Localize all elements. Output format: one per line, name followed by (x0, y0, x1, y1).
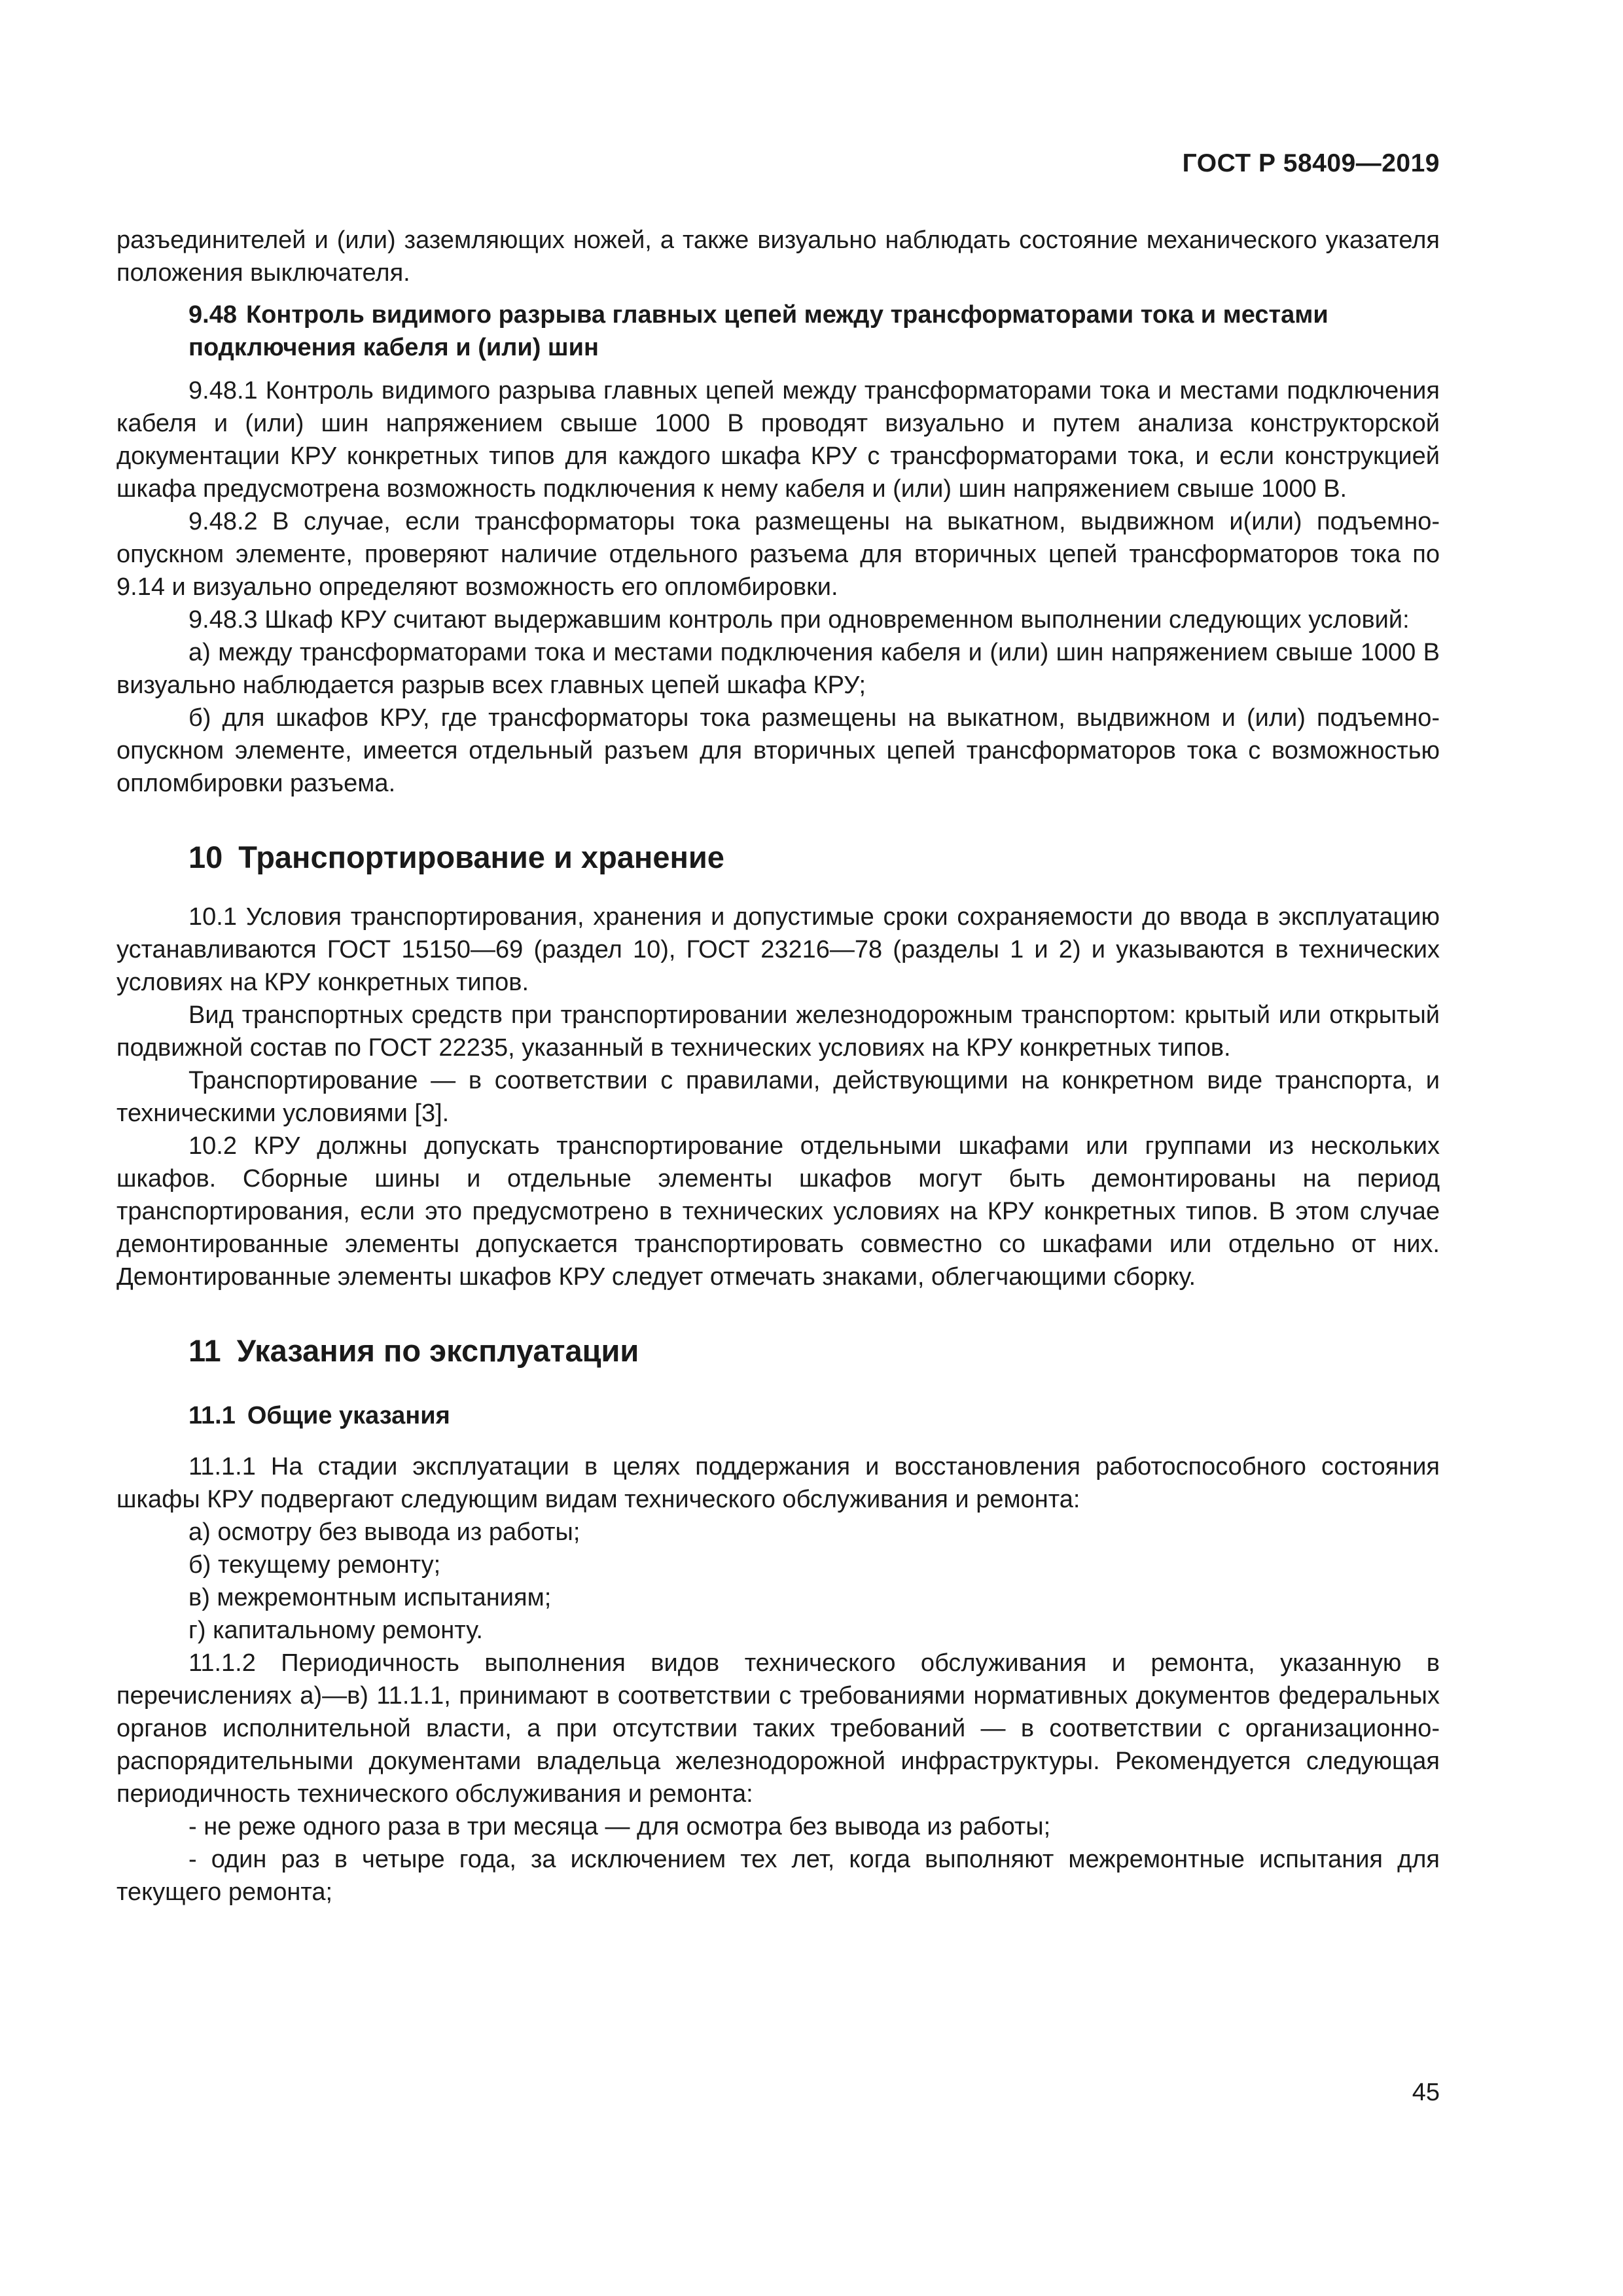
list-item: а) осмотру без вывода из работы; (188, 1518, 580, 1546)
paragraph-10-1: 10.1 Условия транспортирования, хранения и допустимые сроки сохраняемости до ввода в эксплуатацию устанавливаются ГОСТ 15150—69 (раздел 10), ГОСТ 23216—78 (разделы 1 и 2) и указываются в технических условиях на КРУ конкретных типов. (116, 903, 1440, 996)
section-title: Указания по эксплуатации (236, 1333, 639, 1368)
document-header: ГОСТ Р 58409—2019 (1182, 149, 1440, 177)
paragraph-11-1-1: 11.1.1 На стадии эксплуатации в целях поддержания и восстановления работоспособного состояния шкафы КРУ подвергают следующим видам технического обслуживания и ремонта: (116, 1453, 1440, 1513)
list-item: г) капитальному ремонту. (188, 1617, 483, 1644)
section-heading-11 (188, 1331, 1440, 1371)
heading-9-48 (116, 298, 1440, 364)
paragraph-10-1-transport-rules: Транспортирование — в соответствии с правилами, действующими на конкретном виде транспорта, и техническими условиями [3]. (116, 1067, 1440, 1127)
subsection-heading-11-1 (188, 1399, 1440, 1432)
page-number: 45 (1412, 2079, 1440, 2106)
paragraph-9-48-3-b: б) для шкафов КРУ, где трансформаторы тока размещены на выкатном, выдвижном и (или) подъемно-опускном элементе, имеется отдельный разъем для вторичных цепей трансформаторов тока с возможностью опломбировки разъема. (116, 704, 1440, 797)
dash-list-item: - не реже одного раза в три месяца — для осмотра без вывода из работы; (188, 1813, 1051, 1840)
paragraph-9-48-2: 9.48.2 В случае, если трансформаторы тока размещены на выкатном, выдвижном и(или) подъемно-опускном элементе, проверяют наличие отдельного разъема для вторичных цепей трансформаторов тока по 9.14 и визуально определяют возможность его опломбировки. (116, 508, 1440, 601)
section-heading-10 (188, 838, 1440, 877)
paragraph-9-48-3-a: а) между трансформаторами тока и местами подключения кабеля и (или) шин напряжением свыше 1000 В визуально наблюдается разрыв всех главных цепей шкафа КРУ; (116, 639, 1440, 699)
heading-title: Контроль видимого разрыва главных цепей между трансформаторами тока и местами подключения кабеля и (или) шин (188, 301, 1329, 361)
dash-list-item: - один раз в четыре года, за исключением тех лет, когда выполняют межремонтные испытания для текущего ремонта; (116, 1846, 1440, 1906)
subsection-number: 11.1 (188, 1402, 236, 1429)
paragraph-9-48-3: 9.48.3 Шкаф КРУ считают выдержавшим контроль при одновременном выполнении следующих условий: (188, 606, 1410, 634)
list-item: б) текущему ремонту; (188, 1551, 441, 1579)
continuation-paragraph: разъединителей и (или) заземляющих ножей, а также визуально наблюдать состояние механического указателя положения выключателя. (116, 226, 1440, 287)
document-page (116, 0, 1440, 2296)
section-title: Транспортирование и хранение (238, 840, 724, 874)
subsection-title: Общие указания (247, 1402, 450, 1429)
paragraph-10-1-transport-type: Вид транспортных средств при транспортировании железнодорожным транспортом: крытый или открытый подвижной состав по ГОСТ 22235, указанный в технических условиях на КРУ конкретных типов. (116, 1001, 1440, 1062)
section-number: 10 (188, 840, 223, 874)
paragraph-11-1-2: 11.1.2 Периодичность выполнения видов технического обслуживания и ремонта, указанную в перечислениях а)—в) 11.1.1, принимают в соответствии с требованиями нормативных документов федеральных органов исполнительной власти, а при отсутствии таких требований — в соответствии с организационно-распорядительными документами владельца железнодорожной инфраструктуры. Рекомендуется следующая периодичность технического обслуживания и ремонта: (116, 1649, 1440, 1808)
paragraph-9-48-1: 9.48.1 Контроль видимого разрыва главных цепей между трансформаторами тока и местами подключения кабеля и (или) шин напряжением свыше 1000 В проводят визуально и путем анализа конструкторской документации КРУ конкретных типов для каждого шкафа КРУ с трансформаторами тока, и если конструкцией шкафа предусмотрена возможность подключения к нему кабеля и (или) шин напряжением свыше 1000 В. (116, 377, 1440, 503)
list-item: в) межремонтным испытаниям; (188, 1584, 552, 1611)
section-number: 11 (188, 1333, 221, 1368)
paragraph-10-2: 10.2 КРУ должны допускать транспортирование отдельными шкафами или группами из нескольких шкафов. Сборные шины и отдельные элементы шкафов могут быть демонтированы на период транспортирования, если это предусмотрено в технических условиях на КРУ конкретных типов. В этом случае демонтированные элементы допускается транспортировать совместно со шкафами или отдельно от них. Демонтированные элементы шкафов КРУ следует отмечать знаками, облегчающими сборку. (116, 1132, 1440, 1291)
heading-number: 9.48 (188, 301, 237, 329)
document-body (116, 224, 1440, 1909)
